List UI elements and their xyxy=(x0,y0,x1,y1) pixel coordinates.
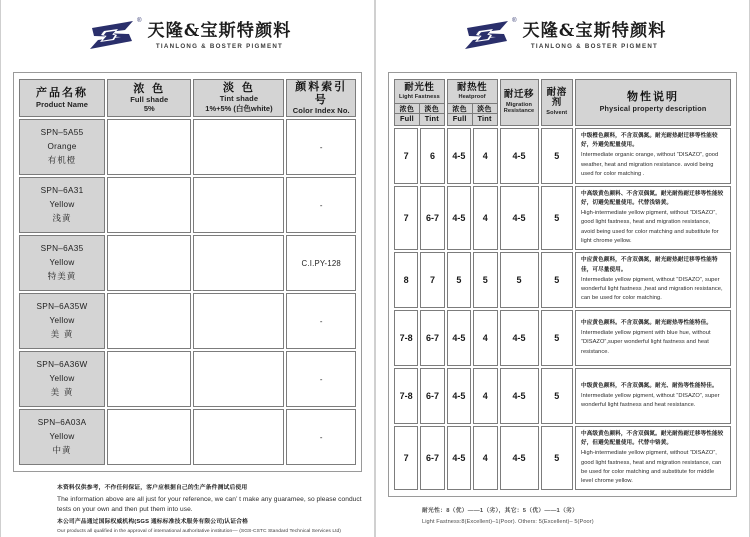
table-row xyxy=(19,177,356,233)
cell-hp-tint: 4 xyxy=(473,310,497,366)
brand-name-cn: 天隆&宝斯特颜料 xyxy=(147,20,292,41)
cell-lf-tint: 7 xyxy=(420,252,444,308)
brand-header-left xyxy=(1,0,374,72)
product-table-body xyxy=(19,119,356,465)
cell-tint-shade-swatch xyxy=(193,177,284,233)
disclaimer-block xyxy=(57,484,362,536)
cell-description xyxy=(575,252,731,308)
cell-solvent: 5 xyxy=(541,310,574,366)
description-cn: 中应黄色颜料，不含双偶氮，耐光耐热耐迁移等性能特佳，可尽量使用。 xyxy=(581,257,718,273)
cell-lf-full: 7 xyxy=(394,426,418,490)
col-header-solvent-en: Solvent xyxy=(546,110,568,117)
subheader-hp-full-en: Full xyxy=(448,113,472,123)
cell-tint-shade-swatch xyxy=(193,119,284,175)
rating-legend-block xyxy=(422,507,594,527)
properties-table-frame xyxy=(388,72,737,497)
cell-color-index: - xyxy=(286,409,356,465)
product-color-cn: 特美黄 xyxy=(47,272,77,283)
description-en: Intermediate yellow pigment, without “DISAZO”, super wonderful light fastness and heat resistance. xyxy=(581,392,720,409)
col-header-full-shade-cn: 浓 色 xyxy=(133,81,166,95)
rating-legend-footer xyxy=(376,497,749,537)
subheader-hp-full xyxy=(448,103,472,125)
cell-lf-tint: 6-7 xyxy=(420,310,444,366)
col-header-full-shade-en: Full shade xyxy=(130,95,169,105)
cell-hp-tint: 4 xyxy=(473,186,497,250)
cell-migration: 4-5 xyxy=(500,368,539,424)
col-header-light-fastness xyxy=(394,79,445,126)
rating-legend-cn: 耐光性：8（优）——1（劣），其它：5（优）——1（劣） xyxy=(422,508,579,515)
brand-text-block xyxy=(523,22,667,51)
product-table-header-row xyxy=(19,79,356,117)
description-en: Intermediate yellow pigment with blue hue, without “DISAZO”,super wonderful light fastness and heat resistance. xyxy=(581,330,711,355)
cell-migration: 4-5 xyxy=(500,128,539,184)
registered-trademark-icon: ® xyxy=(137,18,142,24)
properties-table xyxy=(392,77,733,492)
product-table-frame xyxy=(13,72,362,472)
description-en: High-intermediate yellow pigment, without “DISAZO”, good light fastness, heat and migration resistance, avoid being used for color matching and substitute for light chrome yellow. xyxy=(581,210,719,244)
product-color-en: Yellow xyxy=(49,257,75,267)
subheader-lf-full-cn: 浓色 xyxy=(399,103,415,113)
properties-table-body xyxy=(394,128,731,491)
cell-product-name xyxy=(19,235,105,291)
subheader-lf-full-en: Full xyxy=(395,113,419,123)
brand-name-en: TIANLONG & BOSTER PIGMENT xyxy=(155,43,284,51)
brand-lockup xyxy=(84,19,292,53)
cell-lf-tint: 6-7 xyxy=(420,186,444,250)
subheader-hp-tint-en: Tint xyxy=(473,113,497,123)
subheader-hp-tint-cn: 淡色 xyxy=(477,103,492,113)
description-en: High-intermediate yellow pigment, without “DISAZO”, good light fastness, heat and migration resistance, can be used for color matching and substitute for middle level chrome yellow. xyxy=(581,450,722,485)
subheader-lf-tint-en: Tint xyxy=(420,113,444,123)
cell-migration: 4-5 xyxy=(500,310,539,366)
brand-header-right xyxy=(376,0,749,72)
cell-color-index: - xyxy=(286,293,356,349)
cell-full-shade-swatch xyxy=(107,177,191,233)
cell-lf-full: 8 xyxy=(394,252,418,308)
brand-lockup xyxy=(459,19,667,53)
col-header-light-fastness-cn: 耐光性 xyxy=(404,82,435,93)
cell-description xyxy=(575,128,731,184)
col-header-tint-shade-pct: 1%+5% (白色white) xyxy=(205,104,273,114)
table-row xyxy=(394,426,731,490)
table-row xyxy=(394,252,731,308)
cell-solvent: 5 xyxy=(541,128,574,184)
table-row xyxy=(394,128,731,184)
product-color-cn: 中黄 xyxy=(52,446,72,457)
col-header-tint-shade-en: Tint shade xyxy=(219,94,259,104)
brand-name-en: TIANLONG & BOSTER PIGMENT xyxy=(530,43,659,51)
subheader-lf-tint xyxy=(419,103,444,125)
cell-lf-tint: 6 xyxy=(420,128,444,184)
col-header-solvent-cn: 耐溶剂 xyxy=(546,86,567,109)
subheader-hp-full-cn: 浓色 xyxy=(452,103,468,113)
disclaimer-line-en-2: Our products all qualified in the approval of international authoritative institution–– (SGS-CSTC Standard Technical Services Ltd) xyxy=(57,529,341,535)
registered-trademark-icon: ® xyxy=(512,18,517,24)
rating-legend-en: Light Fastness:8(Excellent)–1(Poor). Others: 5(Excellent)– 5(Poor) xyxy=(422,519,594,526)
col-header-tint-shade-cn: 淡 色 xyxy=(223,80,255,94)
col-header-color-index xyxy=(286,79,356,117)
brand-name-cn: 天隆&宝斯特颜料 xyxy=(522,20,667,41)
cell-tint-shade-swatch xyxy=(193,293,284,349)
cell-color-index: C.I.PY-128 xyxy=(286,235,356,291)
description-cn: 中高级黄色颜料，不含双偶氮。耐光耐热耐迁移等性能较好，但避免配量使用。代替中铬黄。 xyxy=(581,431,724,447)
cell-full-shade-swatch xyxy=(107,351,191,407)
table-row xyxy=(394,368,731,424)
table-row xyxy=(394,186,731,250)
cell-color-index: - xyxy=(286,119,356,175)
table-row xyxy=(19,351,356,407)
table-row xyxy=(19,293,356,349)
properties-table-header-row xyxy=(394,79,731,126)
table-row xyxy=(19,119,356,175)
product-code: SPN–6A31 xyxy=(40,185,84,195)
cell-solvent: 5 xyxy=(541,426,574,490)
cell-tint-shade-swatch xyxy=(193,235,284,291)
product-code: SPN–6A35W xyxy=(36,301,88,311)
description-cn: 中级橙色颜料，不含双偶氮。耐光耐热耐迁移等性能较好，外避免配量使用。 xyxy=(581,133,718,149)
brand-text-block xyxy=(148,22,292,51)
cell-solvent: 5 xyxy=(541,368,574,424)
subheader-lf-full xyxy=(395,103,419,125)
cell-solvent: 5 xyxy=(541,186,574,250)
cell-hp-full: 4-5 xyxy=(447,186,471,250)
product-color-en: Yellow xyxy=(49,373,75,383)
cell-lf-full: 7-8 xyxy=(394,310,418,366)
col-header-tint-shade xyxy=(193,79,284,117)
table-row xyxy=(394,310,731,366)
cell-product-name xyxy=(19,351,105,407)
tianlong-boster-logo-icon xyxy=(84,19,140,53)
disclaimer-footer xyxy=(1,472,374,537)
col-header-heatproof xyxy=(447,79,498,126)
cell-lf-tint: 6-7 xyxy=(420,426,444,490)
cell-hp-tint: 4 xyxy=(473,368,497,424)
col-header-description-cn: 物性说明 xyxy=(627,89,679,103)
cell-product-name xyxy=(19,409,105,465)
cell-migration: 4-5 xyxy=(500,426,539,490)
col-header-heatproof-cn: 耐热性 xyxy=(456,82,488,93)
col-header-color-index-cn: 颜料索引号 xyxy=(295,80,348,106)
product-color-cn: 美 黄 xyxy=(50,330,74,341)
cell-migration: 5 xyxy=(500,252,539,308)
cell-solvent: 5 xyxy=(541,252,574,308)
product-color-en: Orange xyxy=(47,141,77,151)
tianlong-boster-logo-icon xyxy=(459,19,515,53)
cell-lf-full: 7-8 xyxy=(394,368,418,424)
disclaimer-line-cn-1: 本资料仅供参考，不作任何保证，客户应根据自己的生产条件测试后使用 xyxy=(57,485,248,492)
col-header-migration-resistance xyxy=(500,79,539,126)
table-row xyxy=(19,235,356,291)
description-cn: 中应黄色颜料。不含双偶氮。耐光耐热等性能特佳。 xyxy=(581,320,712,327)
cell-description xyxy=(575,186,731,250)
cell-product-name xyxy=(19,177,105,233)
catalog-page-right xyxy=(375,0,749,537)
product-color-cn: 有机橙 xyxy=(47,156,77,167)
col-header-full-shade xyxy=(107,79,191,117)
disclaimer-line-en-1: The information above are all just for your reference, we can’ t make any guaramee, so please conduct tests on your own and then put them into use. xyxy=(57,496,362,514)
col-header-solvent xyxy=(541,79,574,126)
col-header-heatproof-en: Heatproof xyxy=(458,93,486,100)
cell-description xyxy=(575,368,731,424)
description-en: Intermediate yellow pigment, without “DISAZO”, super wonderful light fastness ,heat and migration resistance, can be used for color matching. xyxy=(581,276,723,302)
subheader-hp-tint xyxy=(472,103,497,125)
cell-hp-full: 4-5 xyxy=(447,128,471,184)
col-header-product-name-en: Product Name xyxy=(36,99,89,109)
cell-lf-full: 7 xyxy=(394,128,418,184)
product-color-en: Yellow xyxy=(49,199,75,209)
cell-hp-tint: 4 xyxy=(473,426,497,490)
cell-tint-shade-swatch xyxy=(193,351,284,407)
subheader-lf-tint-cn: 淡色 xyxy=(424,103,440,113)
col-header-migration-en: Migration Resistance xyxy=(503,101,535,115)
col-header-product-name xyxy=(19,79,105,117)
col-header-description xyxy=(575,79,731,126)
product-color-en: Yellow xyxy=(49,315,75,325)
cell-hp-tint: 4 xyxy=(473,128,497,184)
description-en: Intermediate organic orange, without “DISAZO”, good weather, heat and migration resistance. avoid being used for color matching . xyxy=(581,152,719,177)
product-code: SPN–6A35 xyxy=(40,243,84,253)
catalog-page-left xyxy=(1,0,375,537)
cell-hp-full: 5 xyxy=(447,252,471,308)
col-header-color-index-en: Color Index No. xyxy=(292,106,350,116)
cell-description xyxy=(575,426,731,490)
product-color-en: Yellow xyxy=(49,431,75,441)
disclaimer-line-cn-2: 本公司产品通过国际权威机构(SGS 通标标准技术服务有限公司)认证合格 xyxy=(57,518,249,525)
cell-color-index: - xyxy=(286,351,356,407)
cell-migration: 4-5 xyxy=(500,186,539,250)
description-cn: 中级黄色颜料，不含双偶氮。耐光、耐热等性能特佳。 xyxy=(581,382,718,389)
cell-full-shade-swatch xyxy=(107,409,191,465)
col-header-migration-cn: 耐迁移 xyxy=(503,88,535,100)
cell-hp-tint: 5 xyxy=(473,252,497,308)
product-code: SPN–6A36W xyxy=(36,359,88,369)
cell-full-shade-swatch xyxy=(107,235,191,291)
cell-product-name xyxy=(19,119,105,175)
col-header-description-en: Physical property description xyxy=(599,104,707,114)
col-header-product-name-cn: 产品名称 xyxy=(36,86,89,100)
cell-product-name xyxy=(19,293,105,349)
product-color-cn: 美 黄 xyxy=(50,388,74,399)
product-code: SPN–6A03A xyxy=(37,417,87,427)
cell-lf-full: 7 xyxy=(394,186,418,250)
table-row xyxy=(19,409,356,465)
col-header-full-shade-pct: 5% xyxy=(143,104,155,114)
cell-full-shade-swatch xyxy=(107,119,191,175)
product-table xyxy=(17,77,358,467)
product-color-cn: 浅黄 xyxy=(52,214,72,225)
cell-hp-full: 4-5 xyxy=(447,310,471,366)
cell-hp-full: 4-5 xyxy=(447,368,471,424)
cell-full-shade-swatch xyxy=(107,293,191,349)
cell-tint-shade-swatch xyxy=(193,409,284,465)
cell-description xyxy=(575,310,731,366)
col-header-light-fastness-en: Light Fastness xyxy=(398,93,440,100)
description-cn: 中高级黄色颜料、不含双偶氮。耐光耐热耐迁移等性能较好，切避免配量使用。代替浅铬黄。 xyxy=(581,190,724,206)
cell-color-index: - xyxy=(286,177,356,233)
product-code: SPN–5A55 xyxy=(40,127,84,137)
cell-hp-full: 4-5 xyxy=(447,426,471,490)
cell-lf-tint: 6-7 xyxy=(420,368,444,424)
